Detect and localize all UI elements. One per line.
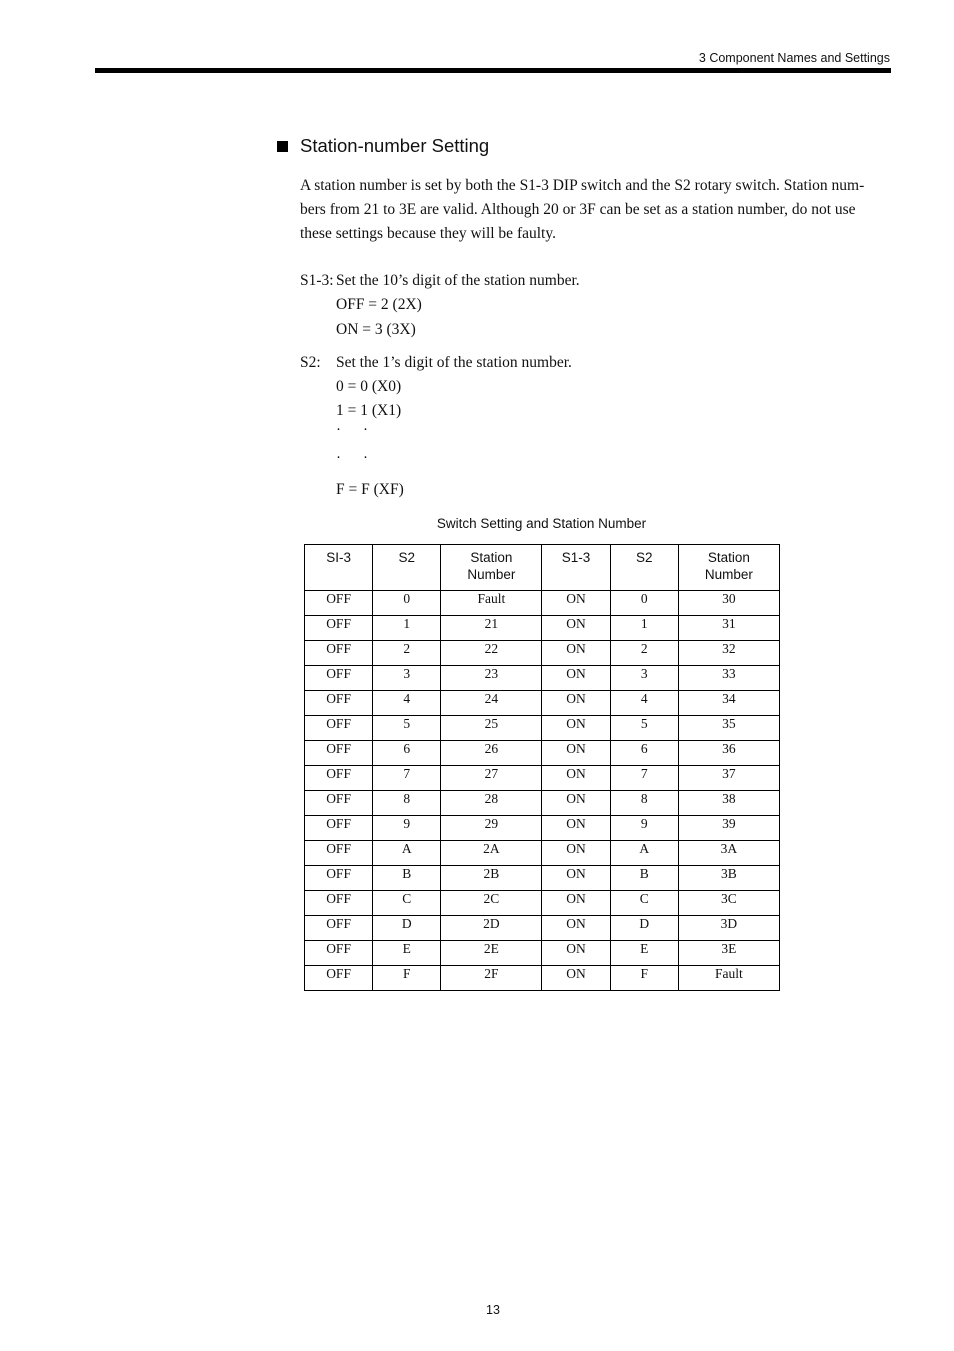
table-cell: OFF	[305, 941, 373, 966]
table-cell: ON	[542, 741, 610, 766]
s2-value-f: F = F (XF)	[336, 481, 404, 498]
intro-paragraph	[300, 174, 890, 246]
table-cell: 24	[441, 691, 542, 716]
s13-off-value: OFF = 2 (2X)	[336, 296, 422, 313]
table-cell: OFF	[305, 766, 373, 791]
col-header-s2: S2	[373, 545, 441, 591]
table-cell: 37	[678, 766, 779, 791]
table-cell: 3	[373, 666, 441, 691]
ellipsis-dots: · ·	[336, 422, 368, 438]
table-cell: OFF	[305, 591, 373, 616]
table-cell: OFF	[305, 691, 373, 716]
s2-term: S2:	[300, 354, 321, 371]
s2-value-1: 1 = 1 (X1)	[336, 402, 402, 419]
table-cell: 9	[610, 816, 678, 841]
s2-value-0: 0 = 0 (X0)	[336, 378, 402, 395]
table-cell: 27	[441, 766, 542, 791]
intro-line: these settings because they will be faulty.	[300, 225, 556, 242]
table-row	[305, 866, 780, 891]
table-cell: ON	[542, 916, 610, 941]
table-cell: 2	[373, 641, 441, 666]
table-cell: D	[373, 916, 441, 941]
table-cell: 36	[678, 741, 779, 766]
table-row	[305, 766, 780, 791]
table-cell: 9	[373, 816, 441, 841]
table-cell: OFF	[305, 966, 373, 991]
table-row	[305, 816, 780, 841]
table-cell: 29	[441, 816, 542, 841]
table-row	[305, 641, 780, 666]
table-cell: ON	[542, 766, 610, 791]
table-cell: OFF	[305, 641, 373, 666]
table-row	[305, 891, 780, 916]
table-cell: E	[373, 941, 441, 966]
table-row	[305, 966, 780, 991]
table-cell: 2F	[441, 966, 542, 991]
table-cell: 4	[373, 691, 441, 716]
table-cell: ON	[542, 691, 610, 716]
col-header-station-number: Station Number	[678, 545, 779, 591]
table-cell: 2C	[441, 891, 542, 916]
table-cell: Fault	[678, 966, 779, 991]
page-number: 13	[486, 1303, 500, 1317]
table-cell: OFF	[305, 741, 373, 766]
table-cell: 22	[441, 641, 542, 666]
table-cell: F	[610, 966, 678, 991]
table-cell: 8	[610, 791, 678, 816]
section-heading	[277, 135, 489, 157]
table-row	[305, 941, 780, 966]
intro-line: A station number is set by both the S1-3 DIP switch and the S2 rotary switch. Station num-	[300, 177, 865, 194]
table-cell: C	[373, 891, 441, 916]
table-cell: 8	[373, 791, 441, 816]
table-row	[305, 666, 780, 691]
table-cell: 39	[678, 816, 779, 841]
ellipsis-dots: · ·	[336, 450, 368, 466]
col-header-station-number: Station Number	[441, 545, 542, 591]
section-title: Station-number Setting	[300, 135, 490, 156]
table-cell: B	[610, 866, 678, 891]
s2-description: Set the 1’s digit of the station number.	[336, 354, 572, 371]
table-cell: OFF	[305, 616, 373, 641]
table-cell: Fault	[441, 591, 542, 616]
table-cell: 28	[441, 791, 542, 816]
table-cell: ON	[542, 816, 610, 841]
table-cell: 2D	[441, 916, 542, 941]
table-cell: ON	[542, 666, 610, 691]
table-cell: 5	[610, 716, 678, 741]
table-cell: OFF	[305, 791, 373, 816]
table-row	[305, 616, 780, 641]
table-cell: 23	[441, 666, 542, 691]
table-cell: B	[373, 866, 441, 891]
switch-setting-table	[304, 544, 780, 991]
table-cell: 26	[441, 741, 542, 766]
table-row	[305, 591, 780, 616]
table-row	[305, 741, 780, 766]
table-cell: 33	[678, 666, 779, 691]
table-cell: 3E	[678, 941, 779, 966]
table-cell: 21	[441, 616, 542, 641]
table-cell: 31	[678, 616, 779, 641]
table-cell: 32	[678, 641, 779, 666]
square-bullet-icon	[277, 141, 288, 152]
table-cell: OFF	[305, 891, 373, 916]
table-cell: 2E	[441, 941, 542, 966]
table-cell: ON	[542, 891, 610, 916]
table-cell: 0	[373, 591, 441, 616]
table-cell: 2B	[441, 866, 542, 891]
table-cell: ON	[542, 716, 610, 741]
table-cell: ON	[542, 791, 610, 816]
s13-description: Set the 10’s digit of the station number.	[336, 272, 580, 289]
table-cell: ON	[542, 591, 610, 616]
intro-line: bers from 21 to 3E are valid. Although 20 or 3F can be set as a station number, do not use	[300, 201, 856, 218]
table-cell: D	[610, 916, 678, 941]
table-cell: ON	[542, 941, 610, 966]
table-cell: 3D	[678, 916, 779, 941]
table-cell: 3	[610, 666, 678, 691]
table-row	[305, 716, 780, 741]
table-row	[305, 791, 780, 816]
table-cell: 4	[610, 691, 678, 716]
table-cell: 3A	[678, 841, 779, 866]
table-cell: 7	[373, 766, 441, 791]
s13-term: S1-3:	[300, 272, 334, 289]
table-caption: Switch Setting and Station Number	[436, 516, 647, 531]
table-cell: C	[610, 891, 678, 916]
table-cell: 38	[678, 791, 779, 816]
table-cell: OFF	[305, 816, 373, 841]
header-rule	[95, 68, 891, 73]
table-cell: A	[610, 841, 678, 866]
table-cell: ON	[542, 641, 610, 666]
running-header: 3 Component Names and Settings	[698, 51, 890, 65]
table-cell: 6	[373, 741, 441, 766]
table-cell: 0	[610, 591, 678, 616]
table-cell: OFF	[305, 841, 373, 866]
table-cell: 1	[373, 616, 441, 641]
col-header-s13: S1-3	[542, 545, 610, 591]
table-cell: 34	[678, 691, 779, 716]
table-cell: ON	[542, 966, 610, 991]
table-header-row	[305, 545, 780, 591]
table-cell: 6	[610, 741, 678, 766]
table-body	[305, 591, 780, 991]
table-cell: 2A	[441, 841, 542, 866]
table-cell: 7	[610, 766, 678, 791]
table-cell: 30	[678, 591, 779, 616]
table-row	[305, 916, 780, 941]
col-header-si3: SI-3	[305, 545, 373, 591]
table-cell: 3B	[678, 866, 779, 891]
table-row	[305, 841, 780, 866]
table-cell: 2	[610, 641, 678, 666]
table-cell: ON	[542, 866, 610, 891]
col-header-s2: S2	[610, 545, 678, 591]
table-cell: OFF	[305, 666, 373, 691]
table-cell: E	[610, 941, 678, 966]
table-cell: 1	[610, 616, 678, 641]
table-cell: ON	[542, 616, 610, 641]
table-row	[305, 691, 780, 716]
table-cell: 3C	[678, 891, 779, 916]
table-cell: OFF	[305, 716, 373, 741]
table-cell: OFF	[305, 916, 373, 941]
table-cell: ON	[542, 841, 610, 866]
table-cell: 5	[373, 716, 441, 741]
table-cell: 35	[678, 716, 779, 741]
table-cell: 25	[441, 716, 542, 741]
table-cell: F	[373, 966, 441, 991]
table-cell: OFF	[305, 866, 373, 891]
table-cell: A	[373, 841, 441, 866]
s13-on-value: ON = 3 (3X)	[336, 321, 416, 338]
